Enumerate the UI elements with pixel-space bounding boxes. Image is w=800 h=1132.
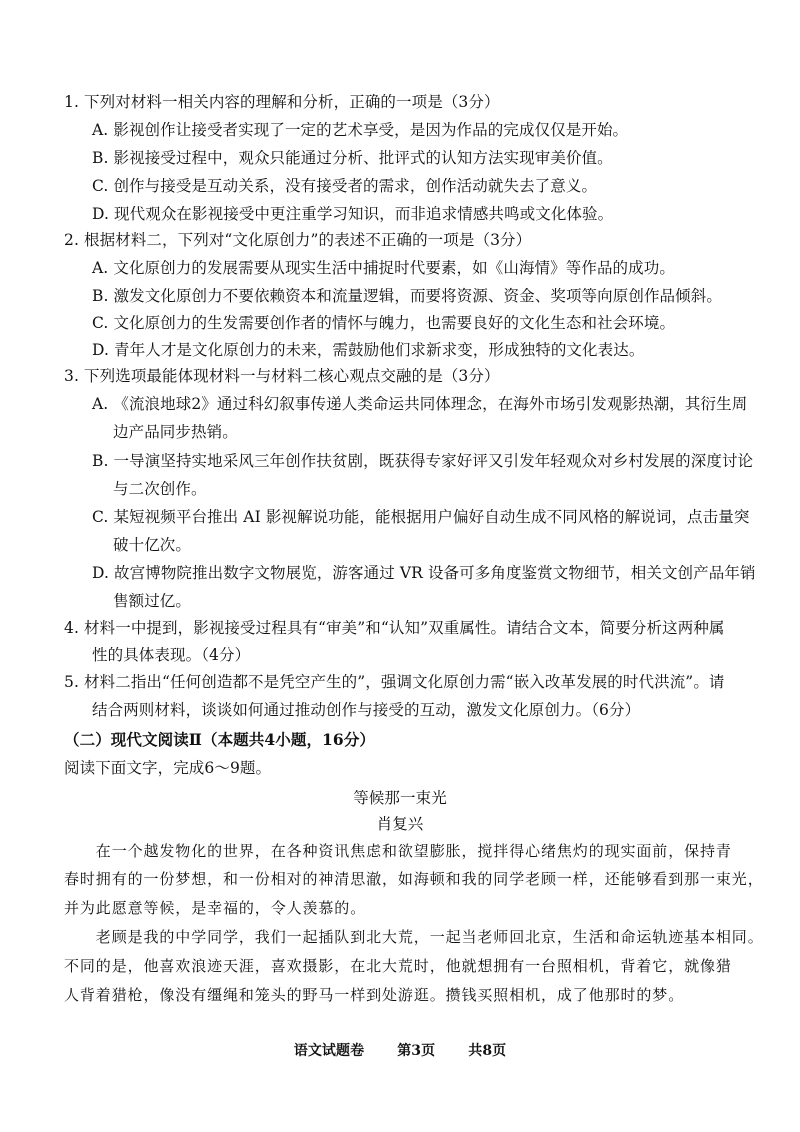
question-2-option-a: A. 文化原创力的发展需要从现实生活中捕捉时代要素，如《山海情》等作品的成功。 [92, 259, 675, 277]
footer-page-number: 第3页 [397, 1043, 436, 1059]
question-1-option-d: D. 现代观众在影视接受中更注重学习知识，而非追求情感共鸣或文化体验。 [92, 205, 614, 223]
article-paragraph-1-line-3: 并为此愿意等候，是幸福的，令人羡慕的。 [64, 899, 367, 917]
question-3-option-b-line1: B. 一导演坚持实地采风三年创作扶贫剧，既获得专家好评又引发年轻观众对乡村发展的深度讨论 [92, 452, 754, 470]
question-3-option-c-line2: 破十亿次。 [113, 536, 192, 554]
question-3-option-c-line1: C. 某短视频平台推出 AI 影视解说功能，能根据用户偏好自动生成不同风格的解说词，点击量突 [92, 508, 750, 526]
page-footer [0, 1037, 800, 1065]
question-1-option-c: C. 创作与接受是互动关系，没有接受者的需求，创作活动就失去了意义。 [92, 177, 598, 195]
question-4-line1: 4. 材料一中提到，影视接受过程具有“审美”和“认知”双重属性。请结合文本，简要分析这两种属 [64, 619, 725, 637]
article-title: 等候那一束光 [353, 789, 447, 807]
question-1-option-b: B. 影视接受过程中，观众只能通过分析、批评式的认知方法实现审美价值。 [92, 149, 613, 167]
question-1-option-a: A. 影视创作让接受者实现了一定的艺术享受，是因为作品的完成仅仅是开始。 [92, 121, 629, 139]
question-2-stem: 2. 根据材料二，下列对“文化原创力”的表述不正确的一项是（3分） [64, 231, 532, 249]
footer-total-pages: 共8页 [468, 1043, 507, 1059]
article-paragraph-1-line-2: 春时拥有的一份梦想，和一份相对的神清思澈，如海顿和我的同学老顾一样，还能够看到那一束光， [64, 870, 764, 888]
section-instruction: 阅读下面文字，完成6～9题。 [64, 759, 272, 777]
article-paragraph-1-line-1: 在一个越发物化的世界，在各种资讯焦虑和欲望膨胀，搅拌得心绪焦灼的现实面前，保持青 [64, 842, 732, 860]
question-3-option-d-line2: 售额过亿。 [113, 592, 192, 610]
question-1-stem: 1. 下列对材料一相关内容的理解和分析，正确的一项是（3分） [64, 93, 500, 111]
question-2-option-b: B. 激发文化原创力不要依赖资本和流量逻辑，而要将资源、资金、奖项等向原创作品倾斜。 [92, 287, 722, 305]
question-3-option-a-line2: 边产品同步热销。 [113, 423, 238, 441]
question-3-option-d-line1: D. 故宫博物院推出数字文物展览，游客通过 VR 设备可多角度鉴赏文物细节，相关文创产品年销 [92, 564, 756, 582]
question-3-option-a-line1: A. 《流浪地球2》通过科幻叙事传递人类命运共同体理念，在海外市场引发观影热潮，其衍生周 [92, 395, 748, 413]
question-5-line1: 5. 材料二指出“任何创造都不是凭空产生的”，强调文化原创力需“嵌入改革发展的时代洪流”。请 [64, 673, 725, 691]
question-5-line2: 结合两则材料，谈谈如何通过推动创作与接受的互动，激发文化原创力。（6分） [92, 701, 641, 719]
section-heading: （二）现代文阅读Ⅱ（本题共4小题，16分） [64, 730, 376, 749]
question-2-option-d: D. 青年人才是文化原创力的未来，需鼓励他们求新求变，形成独特的文化表达。 [92, 341, 645, 359]
question-3-stem: 3. 下列选项最能体现材料一与材料二核心观点交融的是（3分） [64, 367, 500, 385]
article-paragraph-2-line-2: 不同的是，他喜欢浪迹天涯，喜欢摄影，在北大荒时，他就想拥有一台照相机，背着它，就像猎 [64, 957, 732, 975]
footer-subject: 语文试题卷 [293, 1043, 365, 1059]
question-4-line2: 性的具体表现。（4分） [92, 646, 251, 664]
article-paragraph-2-line-3: 人背着猎枪，像没有缰绳和笼头的野马一样到处游逛。攒钱买照相机，成了他那时的梦。 [64, 986, 685, 1004]
question-3-option-b-line2: 与二次创作。 [113, 480, 207, 498]
question-2-option-c: C. 文化原创力的生发需要创作者的情怀与魄力，也需要良好的文化生态和社会环境。 [92, 314, 676, 332]
article-author: 肖复兴 [376, 815, 424, 833]
article-paragraph-2-line-1: 老顾是我的中学同学，我们一起插队到北大荒，一起当老师回北京，生活和命运轨迹基本相同。 [64, 928, 764, 946]
